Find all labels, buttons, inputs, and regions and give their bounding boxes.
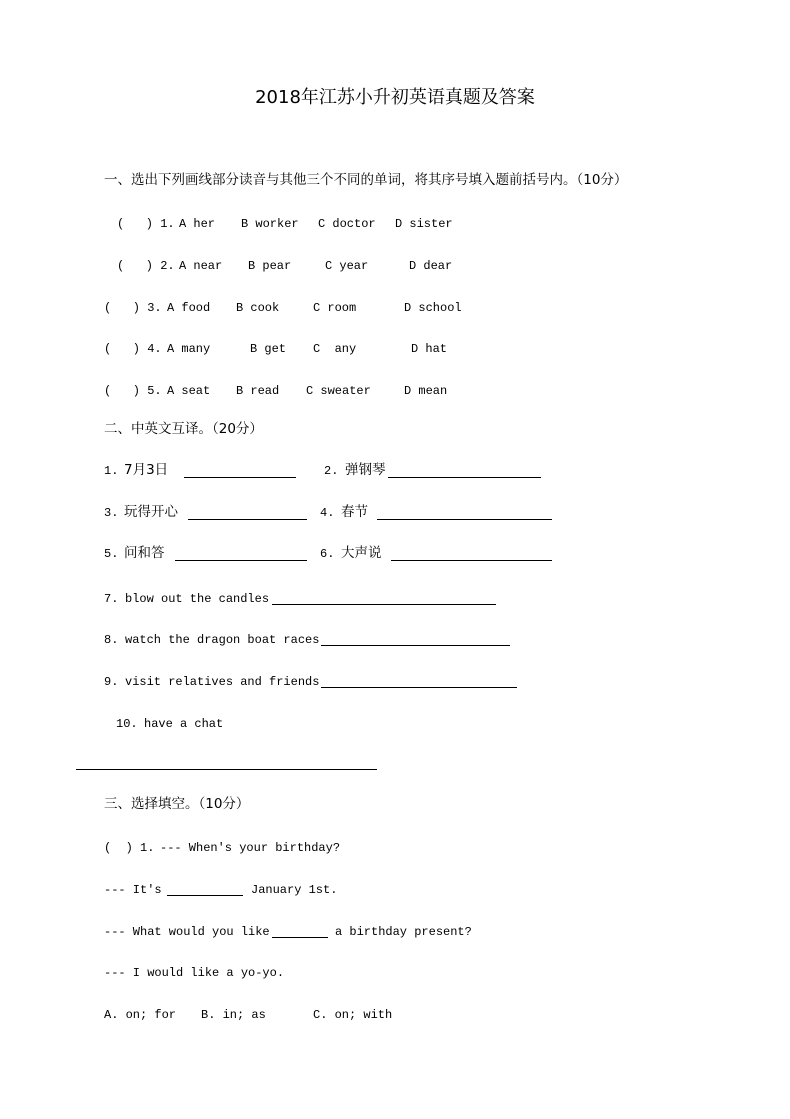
answer-blank[interactable]	[167, 895, 243, 896]
answer-blank[interactable]	[76, 769, 377, 770]
answer-blank[interactable]	[321, 645, 510, 646]
option-a: A food	[167, 301, 211, 315]
item-text: 7月3日	[124, 462, 169, 478]
dialogue-line-3-start: --- What would you like	[104, 925, 270, 939]
item-number: 9.	[104, 675, 119, 689]
item-text: 玩得开心	[124, 504, 178, 520]
option-b: B worker	[241, 217, 299, 231]
answer-blank[interactable]	[272, 604, 496, 605]
answer-bracket[interactable]: ( ) 2.	[117, 259, 175, 273]
dialogue-line-2-end: January 1st.	[251, 883, 338, 897]
option-a: A many	[167, 342, 211, 356]
item-number: 7.	[104, 592, 119, 606]
item-text: watch the dragon boat races	[125, 633, 320, 647]
option-d: D sister	[395, 217, 453, 231]
option-a: A her	[179, 217, 216, 231]
answer-blank[interactable]	[188, 519, 307, 520]
option-b: B cook	[236, 301, 280, 315]
item-number: 8.	[104, 633, 119, 647]
answer-bracket[interactable]: ( ) 1.	[117, 217, 175, 231]
dialogue-line-4: --- I would like a yo-yo.	[104, 966, 285, 980]
dialogue-line-1: --- When's your birthday?	[160, 841, 341, 855]
option-c: C year	[325, 259, 369, 273]
answer-blank[interactable]	[377, 519, 552, 520]
option-a: A seat	[167, 384, 211, 398]
option-b: B read	[236, 384, 280, 398]
answer-blank[interactable]	[175, 560, 307, 561]
option-d: D mean	[404, 384, 448, 398]
answer-blank[interactable]	[388, 477, 541, 478]
item-number: 1.	[104, 464, 119, 478]
item-number: 4.	[320, 506, 335, 520]
answer-blank[interactable]	[184, 477, 296, 478]
item-text: 大声说	[341, 545, 382, 561]
dialogue-line-2-start: --- It's	[104, 883, 162, 897]
item-number: 5.	[104, 547, 119, 561]
dialogue-line-3-end: a birthday present?	[335, 925, 472, 939]
answer-blank[interactable]	[391, 560, 552, 561]
document-title: 2018年江苏小升初英语真题及答案	[255, 87, 535, 108]
option-a: A near	[179, 259, 223, 273]
item-text: 弹钢琴	[345, 462, 386, 478]
item-text: visit relatives and friends	[125, 675, 320, 689]
item-text: have a chat	[144, 717, 224, 731]
item-number: 3.	[104, 506, 119, 520]
option-c: C any	[313, 342, 357, 356]
section1-heading: 一、选出下列画线部分读音与其他三个不同的单词，将其序号填入题前括号内。（10分）	[104, 172, 628, 188]
section2-heading: 二、中英文互译。（20分）	[104, 421, 263, 437]
choice-a: A. on; for	[104, 1008, 177, 1022]
answer-blank[interactable]	[321, 687, 517, 688]
item-text: 问和答	[124, 545, 165, 561]
item-number: 2.	[324, 464, 339, 478]
option-b: B pear	[248, 259, 292, 273]
choice-c: C. on; with	[313, 1008, 393, 1022]
option-c: C doctor	[318, 217, 376, 231]
item-text: blow out the candles	[125, 592, 270, 606]
option-d: D school	[404, 301, 462, 315]
option-b: B get	[250, 342, 287, 356]
item-number: 10.	[116, 717, 138, 731]
choice-b: B. in; as	[201, 1008, 266, 1022]
answer-bracket[interactable]: ( ) 5.	[104, 384, 162, 398]
option-d: D dear	[409, 259, 453, 273]
option-d: D hat	[411, 342, 448, 356]
item-number: 6.	[320, 547, 335, 561]
answer-bracket[interactable]: ( ) 1.	[104, 841, 155, 855]
item-text: 春节	[341, 504, 368, 520]
answer-bracket[interactable]: ( ) 3.	[104, 301, 162, 315]
option-c: C sweater	[306, 384, 371, 398]
section3-heading: 三、选择填空。（10分）	[104, 796, 250, 812]
answer-blank[interactable]	[272, 937, 328, 938]
option-c: C room	[313, 301, 357, 315]
answer-bracket[interactable]: ( ) 4.	[104, 342, 162, 356]
